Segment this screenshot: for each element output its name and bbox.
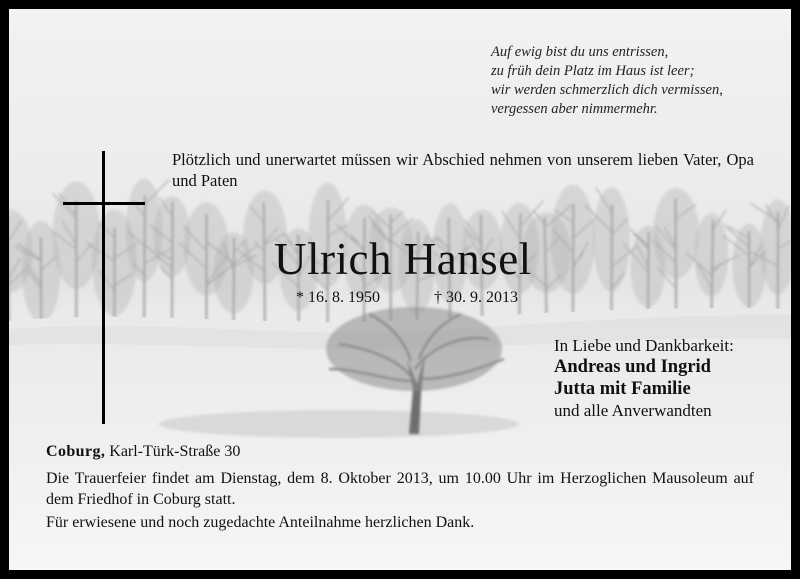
address	[46, 443, 240, 461]
address-street: Karl-Türk-Straße 30	[109, 443, 241, 460]
mourner-name: Jutta mit Familie	[554, 379, 691, 399]
cross-bar	[63, 202, 145, 205]
poem-line: wir werden schmerzlich dich vermissen,	[491, 82, 723, 98]
death-date: † 30. 9. 2013	[434, 289, 518, 306]
life-dates	[296, 289, 518, 307]
address-city: Coburg,	[46, 443, 106, 460]
poem-line: zu früh dein Platz im Haus ist leer;	[491, 63, 695, 79]
mourners-intro: In Liebe und Dankbarkeit:	[554, 336, 734, 355]
deceased-name: Ulrich Hansel	[274, 234, 532, 284]
mourner-name: Andreas und Ingrid	[554, 357, 711, 377]
memorial-poem	[491, 43, 723, 119]
closing-thanks: Für erwiesene und noch zugedachte Anteilnahme herzlichen Dank.	[46, 514, 475, 531]
funeral-service-text: Die Trauerfeier findet am Dienstag, dem 8. Oktober 2013, um 10.00 Uhr im Herzoglichen Mausoleum auf dem Friedhof in Coburg statt.	[46, 470, 754, 508]
latin-cross-icon	[102, 151, 105, 424]
intro-text: Plötzlich und unerwartet müssen wir Abschied nehmen von unserem lieben Vater, Opa und Paten	[172, 150, 754, 190]
mourners-others: und alle Anverwandten	[554, 401, 712, 420]
mourners-block	[554, 335, 734, 421]
poem-line: vergessen aber nimmermehr.	[491, 101, 658, 117]
birth-date: * 16. 8. 1950	[296, 289, 380, 306]
obituary-card	[9, 9, 791, 570]
poem-line: Auf ewig bist du uns entrissen,	[491, 44, 669, 60]
